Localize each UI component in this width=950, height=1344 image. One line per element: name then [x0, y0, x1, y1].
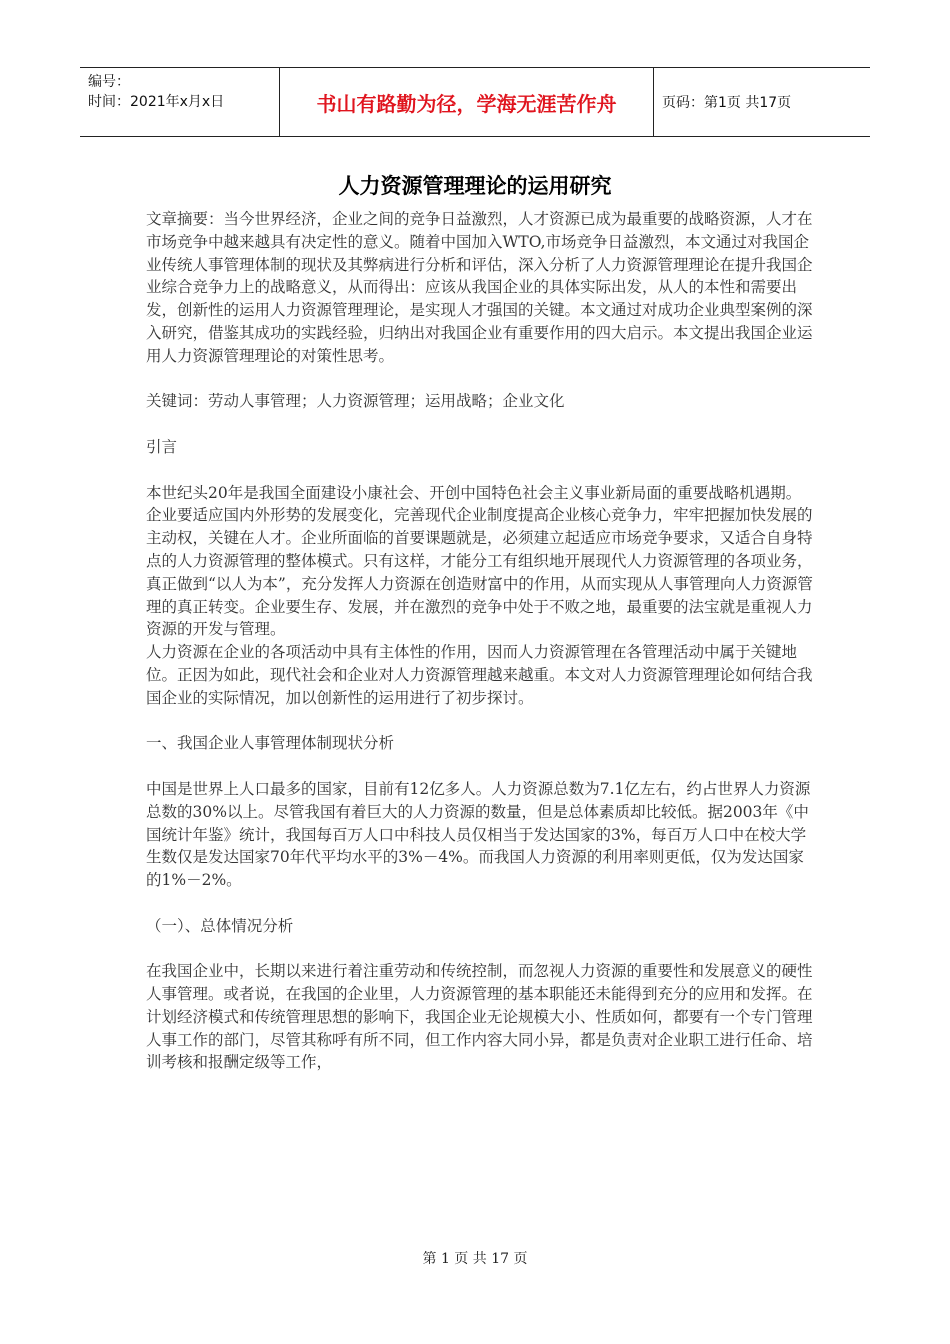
section-heading-1: 一、我国企业人事管理体制现状分析 — [146, 734, 395, 753]
number-label: 编号： — [88, 74, 130, 90]
section-1-paragraph: 中国是世界上人口最多的国家，目前有12亿多人。人力资源总数为7.1亿左右，约占世界人力资源总数的30%以上。尽管我国有着巨大的人力资源的数量，但是总体素质却比较低。据2003年《中国统计年鉴》统计，我国每百万人口中科技人员仅相当于发达国家的3%，每百万人口中在校大学生数仅是发达国家70年代平均水平的3%－4%。而我国人力资源的利用率则更低，仅为发达国家的1%－2%。 — [146, 779, 811, 890]
intro-paragraph-2: 人力资源在企业的各项活动中具有主体性的作用，因而人力资源管理在各管理活动中属于关键地位。正因为如此，现代社会和企业对人力资源管理越来越重。本文对人力资源管理理论如何结合我国企业的实际情况，加以创新性的运用进行了初步探讨。 — [146, 643, 813, 707]
header-motto: 书山有路勤为径，学海无涯苦作舟 — [280, 68, 654, 136]
header-page-info: 页码：第1页 共17页 — [662, 95, 792, 111]
document-header — [80, 67, 870, 137]
date-label: 时间：2021年x月x日 — [88, 94, 225, 110]
document-title: 人力资源管理理论的运用研究 — [338, 174, 612, 198]
keywords-paragraph: 关键词：劳动人事管理；人力资源管理；运用战略；企业文化 — [146, 392, 565, 411]
page-footer: 第 1 页 共 17 页 — [422, 1251, 528, 1267]
abstract-paragraph: 文章摘要：当今世界经济，企业之间的竞争日益激烈，人才资源已成为最重要的战略资源，人才在市场竞争中越来越具有决定性的意义。随着中国加入WTO,市场竞争日益激烈，本文通过对我国企业传统人事管理体制的现状及其弊病进行分析和评估，深入分析了人力资源管理理论在提升我国企业综合竞争力上的战略意义，从而得出：应该从我国企业的具体实际出发，从人的本性和需要出发，创新性的运用人力资源管理理论，是实现人才强国的关键。本文通过对成功企业典型案例的深入研究，借鉴其成功的实践经验，归纳出对我国企业有重要作用的四大启示。本文提出我国企业运用人力资源管理理论的对策性思考。 — [146, 210, 813, 365]
document-body — [146, 208, 814, 1097]
header-meta — [80, 68, 280, 136]
intro-paragraph: 本世纪头20年是我国全面建设小康社会、开创中国特色社会主义事业新局面的重要战略机遇期。企业要适应国内外形势的发展变化，完善现代企业制度提高企业核心竞争力，牢牢把握加快发展的主动权，关键在人才。企业所面临的首要课题就是，必须建立起适应市场竞争要求，又适合自身特点的人力资源管理的整体模式。只有这样，才能分工有组织地开展现代人力资源管理的各项业务，真正做到“以人为本”，充分发挥人力资源在创造财富中的作用，从而实现从人事管理向人力资源管理的真正转变。企业要生存、发展，并在激烈的竞争中处于不败之地，最重要的法宝就是重视人力资源的开发与管理。 — [146, 483, 813, 639]
subsection-heading-1: （一）、总体情况分析 — [146, 916, 294, 935]
subsection-1-paragraph: 在我国企业中，长期以来进行着注重劳动和传统控制，而忽视人力资源的重要性和发展意义的硬性人事管理。或者说，在我国的企业里，人力资源管理的基本职能还未能得到充分的应用和发挥。在计划经济模式和传统管理思想的影响下，我国企业无论规模大小、性质如何，都要有一个专门管理人事工作的部门，尽管其称呼有所不同，但工作内容大同小异，都是负责对企业职工进行任命、培训考核和报酬定级等工作， — [146, 962, 813, 1072]
intro-heading: 引言 — [146, 437, 178, 456]
